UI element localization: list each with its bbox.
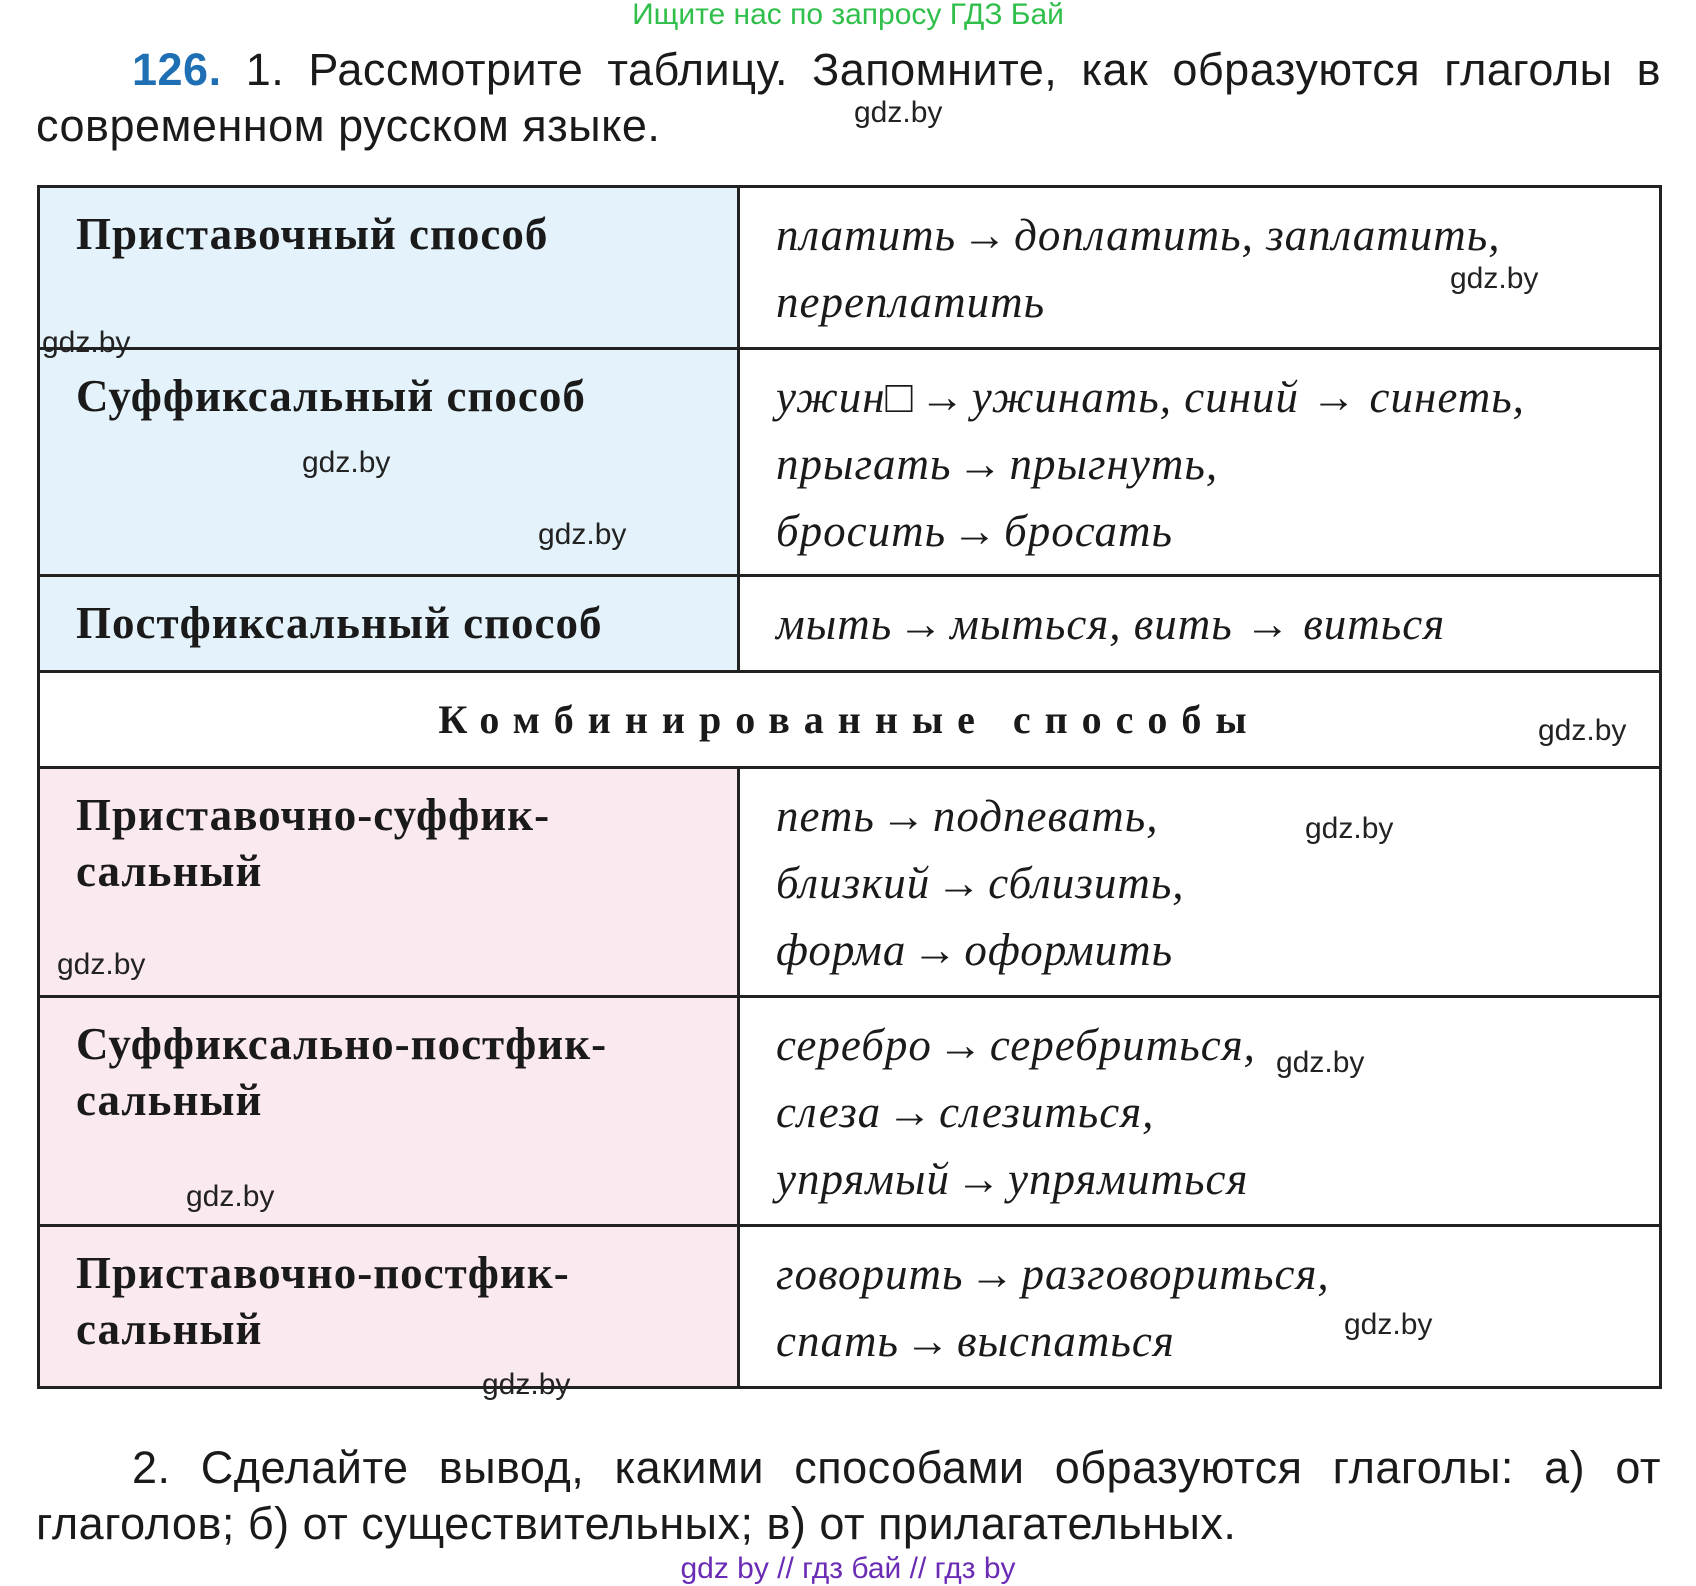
example-line: близкий → сблизить,	[776, 858, 1185, 908]
watermark: gdz.by	[1538, 714, 1627, 747]
table-row	[39, 768, 1661, 997]
table-row	[39, 672, 1661, 768]
example-line: бросить → бросать	[776, 506, 1174, 556]
watermark: gdz.by	[854, 96, 943, 129]
top-search-link[interactable]: Ищите нас по запросу ГДЗ Бай	[632, 0, 1064, 31]
task-2-text: 2. Сделайте вывод, какими способами образуются глаголы: а) от глаголов; б) от существительных; в) от прилагательных.	[36, 1442, 1661, 1549]
example-line: мыть → мыться, вить → виться	[776, 599, 1446, 649]
table-row	[39, 1226, 1661, 1388]
example-line: прыгать → прыгнуть,	[776, 439, 1219, 489]
method-name: Суффиксальный способ	[39, 349, 739, 576]
table-row	[39, 349, 1661, 576]
table-row	[39, 997, 1661, 1226]
watermark: gdz.by	[302, 446, 391, 479]
exercise-text: 1. Рассмотрите таблицу. Запомните, как образуются глаголы в современном русском языке.	[36, 44, 1661, 151]
example-line: серебро → серебриться,	[776, 1020, 1256, 1070]
watermark: gdz.by	[1276, 1046, 1365, 1079]
method-name: Приставочно-суффик- сальный	[39, 768, 739, 997]
exercise-heading	[36, 42, 1661, 154]
method-name: Суффиксально-постфик- сальный	[39, 997, 739, 1226]
exercise-number: 126.	[132, 44, 222, 95]
example-line: спать → выспаться	[776, 1316, 1175, 1366]
example-line: говорить → разговориться,	[776, 1249, 1330, 1299]
method-examples	[739, 997, 1661, 1226]
example-line: упрямый → упрямиться	[776, 1154, 1249, 1204]
example-line: форма → оформить	[776, 925, 1174, 975]
watermark: gdz.by	[42, 326, 131, 359]
example-line: слеза → слезиться,	[776, 1087, 1155, 1137]
footer-links[interactable]: gdz by // гдз бай // гдз by	[680, 1552, 1016, 1585]
combined-methods-header: Комбинированные способы	[39, 672, 1661, 768]
example-line: ужин□ → ужинать, синий → синеть,	[776, 372, 1525, 422]
watermark: gdz.by	[1344, 1308, 1433, 1341]
example-line: платить → доплатить, заплатить,	[776, 210, 1501, 260]
watermark: gdz.by	[57, 948, 146, 981]
watermark: gdz.by	[1305, 812, 1394, 845]
method-examples	[739, 576, 1661, 672]
table-row	[39, 576, 1661, 672]
word-formation-table	[37, 185, 1662, 1389]
method-name: Постфиксальный способ	[39, 576, 739, 672]
method-examples	[739, 768, 1661, 997]
watermark: gdz.by	[186, 1180, 275, 1213]
method-name: Приставочный способ	[39, 187, 739, 349]
example-line: переплатить	[776, 277, 1046, 327]
method-examples	[739, 1226, 1661, 1388]
watermark: gdz.by	[538, 518, 627, 551]
watermark: gdz.by	[1450, 262, 1539, 295]
method-name: Приставочно-постфик- сальный	[39, 1226, 739, 1388]
method-examples	[739, 349, 1661, 576]
watermark: gdz.by	[482, 1368, 571, 1401]
example-line: петь → подпевать,	[776, 791, 1159, 841]
table-row	[39, 187, 1661, 349]
